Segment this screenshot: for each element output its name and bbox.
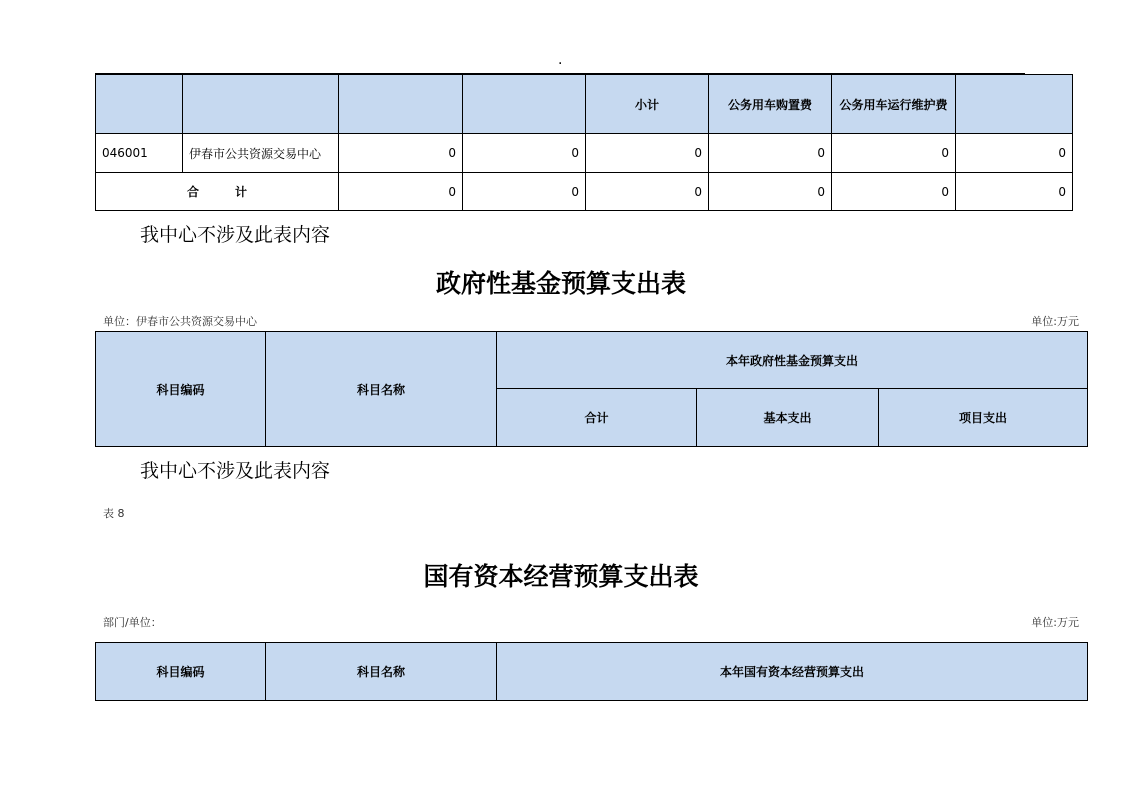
total-value: 0 [586,173,709,211]
top-mark: · [558,56,563,72]
header-basic: 基本支出 [697,389,879,447]
total-row [96,173,1073,211]
row-value: 0 [956,134,1073,173]
table1-header-subtotal: 小计 [586,75,709,134]
table1-header-cell [339,75,463,134]
page-title: 政府性基金预算支出表 [435,269,686,298]
unit-right: 单位:万元 [1031,315,1079,328]
header-group: 本年国有资本经营预算支出 [497,643,1088,701]
total-value: 0 [956,173,1073,211]
row-value: 0 [586,134,709,173]
header-group: 本年政府性基金预算支出 [497,332,1088,389]
note-not-applicable: 我中心不涉及此表内容 [140,224,331,246]
note-not-applicable: 我中心不涉及此表内容 [140,460,331,482]
page-title: 国有资本经营预算支出表 [423,562,699,591]
total-value: 0 [463,173,586,211]
row-value: 0 [832,134,956,173]
state-capital-table [95,642,1088,701]
vehicle-expense-table [95,74,1073,211]
total-value: 0 [339,173,463,211]
row-value: 0 [463,134,586,173]
government-fund-table [95,331,1088,447]
header-subject-code: 科目编码 [96,643,266,701]
header-subject-code: 科目编码 [96,332,266,447]
total-label: 合 计 [96,173,339,211]
table-number-label: 表 8 [103,507,125,520]
unit-right: 单位:万元 [1031,616,1079,629]
unit-left: 单位：伊春市公共资源交易中心 [103,315,257,328]
unit-left: 部门/单位： [103,616,162,629]
table-row [96,134,1073,173]
table1-header-vehicle-maintenance: 公务用车运行维护费 [832,75,956,134]
header-subject-name: 科目名称 [266,332,497,447]
table1-header-cell [183,75,339,134]
row-value: 0 [339,134,463,173]
row-name: 伊春市公共资源交易中心 [183,134,339,173]
header-total: 合计 [497,389,697,447]
table1-header-vehicle-purchase: 公务用车购置费 [709,75,832,134]
header-project: 项目支出 [879,389,1088,447]
row-code: 046001 [96,134,183,173]
table1-header-cell [463,75,586,134]
row-value: 0 [709,134,832,173]
total-value: 0 [832,173,956,211]
table1-header-row [96,75,1073,134]
total-value: 0 [709,173,832,211]
table1-header-cell [96,75,183,134]
header-subject-name: 科目名称 [266,643,497,701]
table1-header-cell [956,75,1073,134]
